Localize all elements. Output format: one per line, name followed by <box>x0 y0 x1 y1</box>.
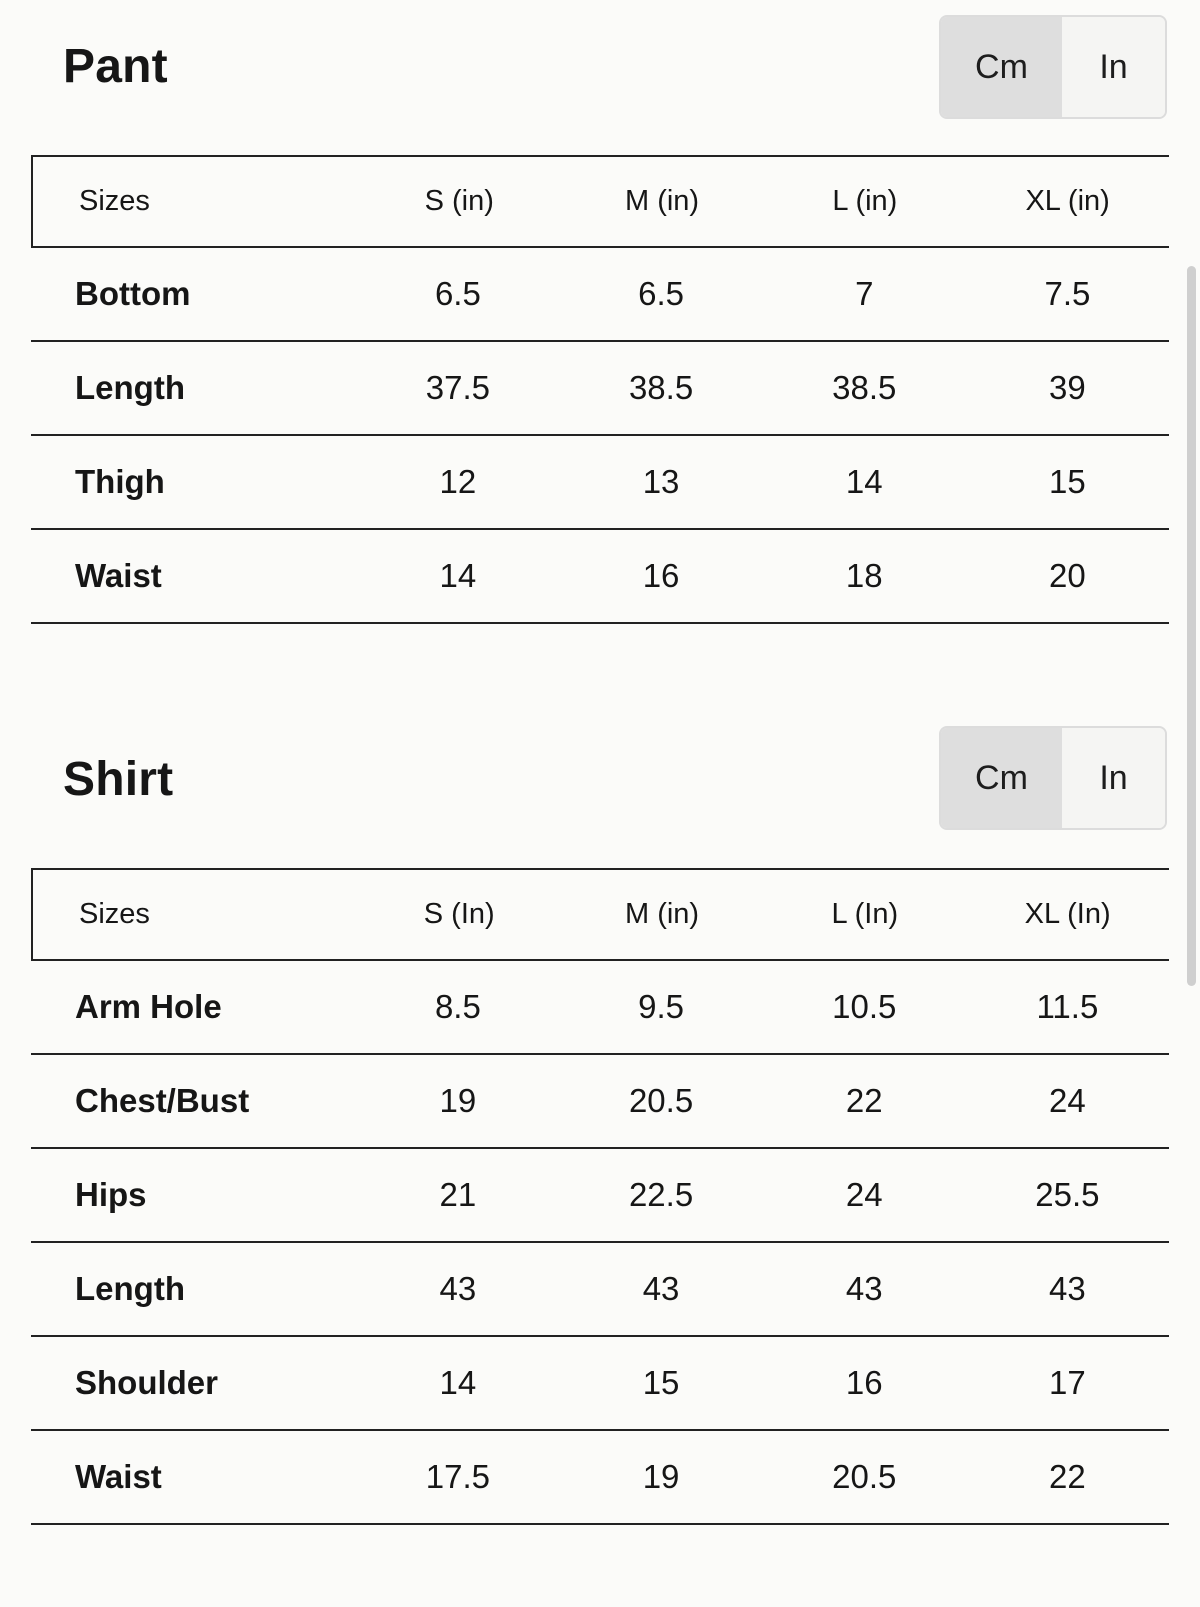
shirt-size-table <box>31 868 1169 1525</box>
table-header-row <box>31 155 1169 248</box>
cell-xl: 17 <box>1049 1364 1086 1401</box>
table-row <box>31 1431 1169 1525</box>
cell-m: 38.5 <box>628 369 694 406</box>
cell-l: 20.5 <box>832 1458 897 1495</box>
row-label: Waist <box>75 557 162 594</box>
table-row <box>31 1055 1169 1149</box>
row-label: Shoulder <box>75 1364 219 1401</box>
cell-m: 9.5 <box>638 988 684 1025</box>
header-xl: XL (In) <box>1024 898 1111 930</box>
cell-m: 19 <box>642 1458 680 1495</box>
cell-xl: 24 <box>1049 1082 1086 1119</box>
row-label: Length <box>75 1270 185 1307</box>
header-m: M (in) <box>624 185 700 217</box>
cell-l: 14 <box>845 463 883 500</box>
shirt-unit-in-button[interactable]: In <box>1062 728 1165 828</box>
header-s: S (In) <box>423 898 495 930</box>
cell-m: 15 <box>642 1364 680 1401</box>
cell-m: 22.5 <box>628 1176 694 1213</box>
header-sizes: Sizes <box>79 185 150 217</box>
cell-l: 16 <box>845 1364 883 1401</box>
cell-s: 14 <box>439 557 477 594</box>
header-l: L (in) <box>832 185 898 217</box>
row-label: Hips <box>75 1176 147 1213</box>
cell-s: 21 <box>439 1176 477 1213</box>
cell-m: 6.5 <box>638 275 684 312</box>
row-label: Length <box>75 369 185 406</box>
table-row <box>31 530 1169 624</box>
cell-l: 38.5 <box>832 369 897 406</box>
table-row <box>31 961 1169 1055</box>
cell-s: 8.5 <box>434 988 481 1025</box>
table-row <box>31 1149 1169 1243</box>
header-xl: XL (in) <box>1025 185 1110 217</box>
cell-m: 20.5 <box>628 1082 694 1119</box>
header-s: S (in) <box>424 185 494 217</box>
table-header-row <box>31 868 1169 961</box>
cell-s: 17.5 <box>425 1458 491 1495</box>
cell-xl: 7.5 <box>1044 275 1091 312</box>
table-row <box>31 248 1169 342</box>
table-row <box>31 436 1169 530</box>
cell-s: 43 <box>439 1270 477 1307</box>
cell-xl: 43 <box>1049 1270 1086 1307</box>
cell-xl: 22 <box>1049 1458 1086 1495</box>
pant-title: Pant <box>63 40 168 93</box>
cell-l: 22 <box>845 1082 883 1119</box>
row-label: Chest/Bust <box>75 1082 250 1119</box>
pant-unit-toggle <box>939 15 1167 119</box>
cell-s: 37.5 <box>425 369 491 406</box>
row-label: Thigh <box>75 463 165 500</box>
cell-s: 14 <box>439 1364 477 1401</box>
row-label: Arm Hole <box>75 988 222 1025</box>
row-label: Waist <box>75 1458 162 1495</box>
pant-unit-in-button[interactable]: In <box>1062 17 1165 117</box>
shirt-unit-toggle <box>939 726 1167 830</box>
cell-m: 13 <box>642 463 680 500</box>
header-sizes: Sizes <box>79 898 150 930</box>
cell-s: 6.5 <box>434 275 481 312</box>
cell-s: 12 <box>439 463 477 500</box>
cell-l: 10.5 <box>832 988 897 1025</box>
table-row <box>31 1337 1169 1431</box>
cell-xl: 11.5 <box>1036 988 1099 1025</box>
table-row <box>31 1243 1169 1337</box>
header-l: L (In) <box>831 898 899 930</box>
cell-xl: 25.5 <box>1035 1176 1100 1213</box>
vertical-scrollbar[interactable] <box>1187 266 1196 986</box>
pant-unit-cm-button[interactable]: Cm <box>941 17 1062 117</box>
cell-m: 43 <box>642 1270 680 1307</box>
cell-m: 16 <box>642 557 680 594</box>
cell-s: 19 <box>439 1082 477 1119</box>
shirt-title: Shirt <box>63 753 174 806</box>
row-label: Bottom <box>75 275 191 312</box>
cell-l: 18 <box>845 557 883 594</box>
table-row <box>31 342 1169 436</box>
header-m: M (in) <box>624 898 700 930</box>
shirt-unit-cm-button[interactable]: Cm <box>941 728 1062 828</box>
cell-l: 43 <box>845 1270 883 1307</box>
cell-xl: 39 <box>1049 369 1086 406</box>
cell-l: 7 <box>855 275 874 312</box>
cell-xl: 15 <box>1049 463 1086 500</box>
pant-size-table <box>31 155 1169 624</box>
cell-l: 24 <box>845 1176 883 1213</box>
cell-xl: 20 <box>1049 557 1086 594</box>
